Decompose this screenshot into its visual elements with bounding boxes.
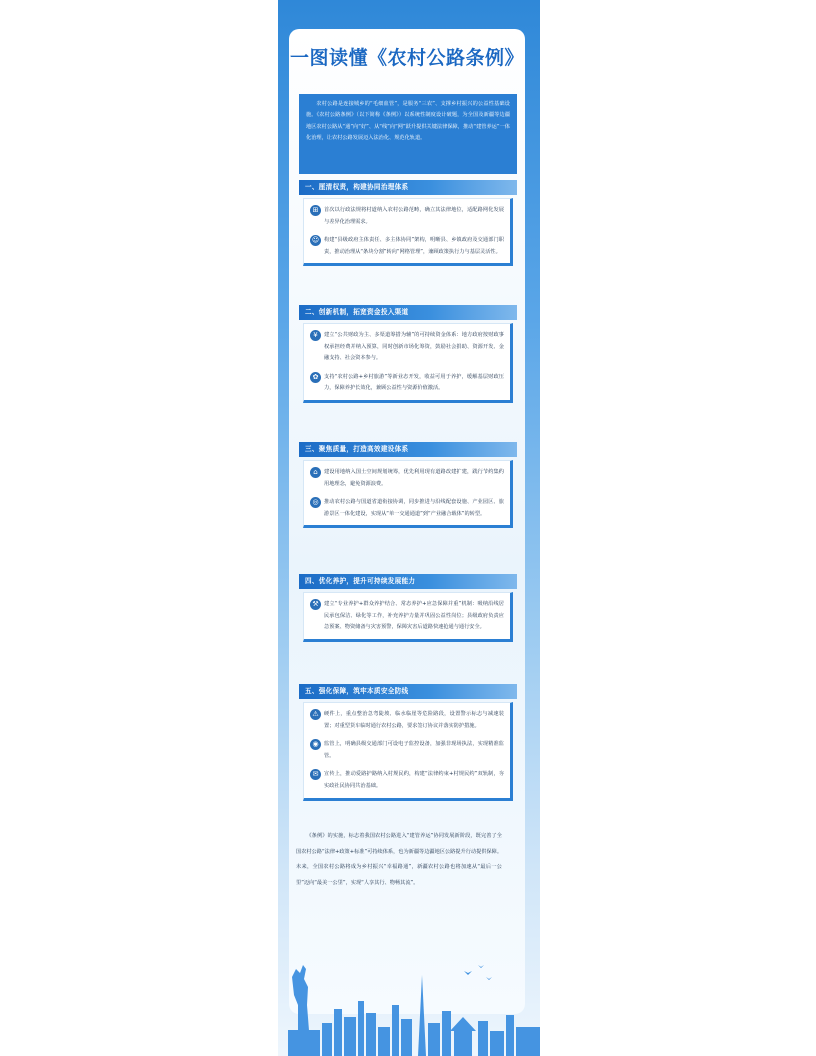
list-item: [310, 739, 504, 762]
list-item: [310, 497, 504, 520]
item-text: 硬件上，重点整治急弯陡坡、临水临崖等危险路段，设置警示标志与减速装置；对重型货车临时通行农村公路，要求签订协议并落实防护措施。: [324, 711, 504, 729]
list-item: [310, 205, 504, 228]
section-heading: 一、厘清权责，构建协同治理体系: [299, 180, 517, 195]
item-text: 支持“农村公路+乡村旅游”等新业态开发，收益可用于养护，缓解基层财政压力，保障养护长效化，兼顾公益性与资源价值激活。: [324, 373, 504, 392]
item-text: 推动农村公路与国道省道衔接协调，同步推进与沿线配套设施、产业园区、旅游景区一体化建设，实现从“单一交通通道”到“产业融合载体”的转型。: [324, 499, 504, 517]
item-text: 建立“公共财政为主、多渠道筹措为辅”的可持续资金体系：地方政府按财政事权承担经费并纳入预算，同时创新市场化筹资，鼓励社会捐助、资源开发、金融支持、社会资本参与。: [324, 332, 504, 362]
item-text: 建设用地纳入国土空间规划统筹，优先利用现有道路改建扩建，践行节约集约用地理念，避免资源浪费。: [324, 469, 504, 487]
item-text: 宣传上，推动爱路护路纳入村规民约，构建“法律约束+村规民约”双轨制，夯实政社民协同共治基础。: [324, 771, 504, 789]
list-item: [310, 599, 504, 634]
list-item: [310, 235, 504, 258]
list-item: [310, 467, 504, 490]
section-box: [303, 592, 513, 642]
section-1: [299, 180, 517, 266]
maintenance-icon: ⚒: [310, 599, 321, 610]
section-box: [303, 460, 513, 528]
section-box: [303, 323, 513, 403]
section-4: [299, 574, 517, 642]
item-text: 监管上，明确县级交通部门可设电子监控设备，加强非现场执法，实现精准监管。: [324, 741, 504, 759]
list-item: [310, 372, 504, 395]
item-text: 建立“专业养护+群众养护结合、常态养护+应急保障并重”机制：吸纳沿线居民承包保洁、绿化等工作，补充养护力量并巩固公益性岗位；县级政府负责应急预案、物资储备与灾害预警，保障灾害后道路快速抢通与通行安全。: [324, 601, 504, 631]
section-box: [303, 702, 513, 801]
section-5: [299, 684, 517, 801]
city-skyline-illustration: [278, 935, 540, 1056]
section-heading: 四、优化养护，提升可持续发展能力: [299, 574, 517, 589]
list-item: [310, 330, 504, 365]
page-title: 一图读懂《农村公路条例》: [289, 47, 524, 69]
network-icon: ⊞: [310, 205, 321, 216]
people-icon: ☺: [311, 236, 320, 245]
section-2: [299, 305, 517, 403]
section-heading: 三、聚焦质量，打造高效建设体系: [299, 442, 517, 457]
section-heading: 五、强化保障，筑牢本质安全防线: [299, 684, 517, 699]
supervision-icon: ◉: [310, 739, 321, 750]
list-item: [310, 709, 504, 732]
tourism-icon: ✿: [310, 372, 321, 383]
section-3: [299, 442, 517, 528]
title-row: [289, 43, 525, 70]
warning-icon: ⚠: [310, 709, 321, 720]
section-box: [303, 198, 513, 266]
item-text: 构建“县级政府主体责任、多主体协同”架构，明晰县、乡镇政府及交通部门职责，推动治理从“条块分割”转向“网格管理”，兼顾政策执行力与基层灵活性。: [324, 237, 504, 255]
integration-icon: ◎: [310, 497, 321, 508]
intro-paragraph: 农村公路是连接城乡的“毛细血管”，是服务“三农”、支撑乡村振兴的公益性基础设施。《农村公路条例》（以下简称《条例》）以系统性制度设计破题，为全国及新疆等边疆地区农村公路从“通”向“好”、从“线”向“网”跃升提供关键法律保障，推动“建管养运”一体化治理，让农村公路发展迈入法治化、规范化轨道。: [299, 94, 517, 174]
list-item: [310, 769, 504, 792]
land-icon: ⌂: [310, 467, 321, 478]
item-text: 首次以行政法规将村道纳入农村公路范畴，确立其法律地位，适配路网化发展与差异化治理需求。: [324, 207, 504, 225]
poster: [278, 0, 540, 1056]
section-heading: 二、创新机制，拓宽资金投入渠道: [299, 305, 517, 320]
closing-paragraph: 《条例》的实施，标志着我国农村公路进入“建管养运”协同发展新阶段，既完善了全国农村公路“法律+政策+标准”可持续体系，也为新疆等边疆地区公路提升行动提供保障。未来，全国农村公路将成为乡村振兴“幸福路通”，新疆农村公路也将加速从“最后一公里”迈向“最美一公里”，实现“人享其行、物畅其流”。: [296, 833, 503, 886]
megaphone-icon: ✉: [310, 769, 321, 780]
money-icon: ¥: [310, 330, 321, 341]
